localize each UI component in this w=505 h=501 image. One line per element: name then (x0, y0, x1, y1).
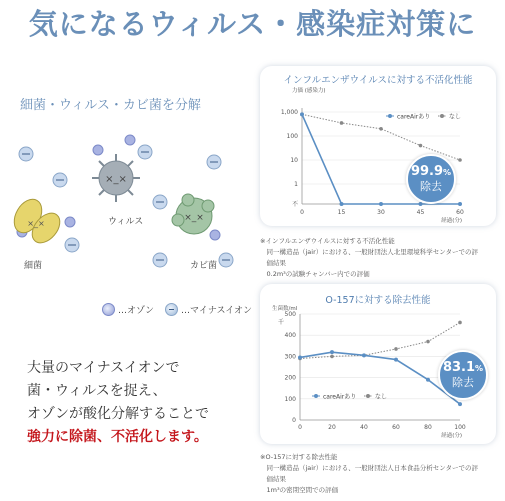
germ-illustration (0, 120, 260, 300)
chart2-x-tick: 80 (424, 424, 432, 431)
headline: 気になるウィルス・感染症対策に (28, 7, 477, 41)
chart2-point-care (330, 350, 334, 354)
minus-ion-legend (165, 303, 252, 316)
chart1-x-tick: 0 (300, 209, 304, 216)
legend-label: careAirあり (397, 113, 431, 121)
chart1-y-tick: 不 (291, 201, 298, 208)
influenza-chart (260, 66, 496, 226)
body-line-3: オゾンが酸化分解することで (27, 406, 209, 422)
influenza-chart-panel (260, 66, 496, 226)
o157-chart-panel (260, 284, 496, 444)
mold-label: カビ菌 (190, 261, 218, 271)
chart2-y-tick: 300 (284, 353, 296, 361)
chart1-badge (406, 154, 456, 204)
chart2-badge (438, 350, 488, 400)
chart2-point-care (394, 358, 398, 362)
minus-ion-legend-label: …マイナスイオン (181, 306, 253, 316)
chart1-x-tick: 30 (377, 209, 385, 216)
chart1-point-care (379, 202, 383, 206)
chart2-badge-value: 83.1 (442, 360, 476, 375)
chart1-y-tick: 100 (286, 133, 298, 140)
chart2-y-tick: 200 (284, 374, 296, 382)
body-line-4: 強力に除菌、不活化します。 (27, 429, 208, 445)
chart1-point-care (300, 112, 304, 116)
chart2-point-care (298, 355, 302, 359)
ozone-icon (102, 303, 115, 316)
chart1-y-tick: 1 (294, 181, 298, 188)
chart1-note-line: 同一構造品（jair）における、一般財団法人北里環境科学センターでの評 (260, 248, 479, 256)
legend-marker (314, 394, 318, 398)
chart2-point-care (458, 402, 462, 406)
subhead: 細菌・ウィルス・カビ菌を分解 (20, 98, 201, 113)
chart2-note-line: ※O-157に対する除去性能 (260, 453, 338, 461)
bacteria-label: 細菌 (24, 261, 43, 271)
body-line-1: 大量のマイナスイオンで (27, 360, 180, 376)
chart2-badge-label: 除去 (452, 376, 474, 389)
chart1-y-tick: 10 (290, 157, 298, 164)
chart2-note-line: 同一構造品（jair）における、一般財団法人日本食品分析センターでの評 (260, 464, 479, 472)
chart2-x-tick: 0 (298, 424, 302, 431)
chart2-notes (260, 452, 478, 496)
chart1-point-none (419, 144, 423, 148)
virus-icon (92, 154, 140, 202)
chart2-note-line: 価結果 (260, 475, 286, 483)
chart2-x-tick: 40 (360, 424, 368, 431)
chart2-point-none (458, 321, 462, 325)
chart1-ylabel: 力価 (感染力) (292, 88, 326, 94)
chart1-x-tick: 45 (416, 209, 425, 216)
virus-label: ウィルス (108, 217, 144, 227)
chart1-note-line: ※インフルエンザウイルスに対する不活化性能 (260, 237, 395, 245)
chart1-point-none (340, 121, 344, 125)
legend-marker (388, 114, 392, 118)
ozone-legend (102, 303, 154, 316)
chart2-ylabel: 生菌数/ml (272, 306, 298, 312)
legend-label: なし (449, 113, 462, 121)
chart2-point-none (330, 355, 334, 359)
body-copy (27, 357, 209, 449)
chart2-y-unit: 千 (278, 319, 285, 326)
chart2-title: O-157に対する除去性能 (325, 295, 431, 306)
legend-label: careAirあり (323, 393, 357, 401)
chart1-series-none-line (302, 114, 460, 160)
chart2-point-care (362, 353, 366, 357)
legend-label: なし (375, 393, 388, 401)
chart1-note-line: 価結果 (260, 259, 286, 267)
chart1-title: インフルエンザウイルスに対する不活化性能 (283, 75, 473, 86)
svg-text:×_×: ×_× (27, 219, 45, 228)
chart1-point-none (379, 127, 383, 131)
svg-text:×_×: ×_× (184, 213, 204, 223)
chart2-x-tick: 60 (392, 424, 400, 431)
chart2-badge-unit: % (475, 364, 484, 373)
chart2-y-tick: 400 (284, 332, 296, 340)
chart1-badge-value: 99.9 (410, 164, 444, 179)
svg-text:×_×: ×_× (105, 174, 127, 185)
body-line-2: 菌・ウィルスを捉え、 (27, 383, 167, 399)
chart2-point-none (394, 347, 398, 351)
mold-icon (172, 194, 214, 234)
chart2-y-tick: 0 (292, 417, 296, 424)
chart1-point-care (340, 202, 344, 206)
chart1-note-line: 0.2m³の試験チャンバー内での評価 (260, 270, 370, 278)
chart2-y-tick: 100 (284, 395, 296, 403)
chart2-note-line: 1m³の密閉空間での評価 (260, 486, 339, 494)
legend-marker (440, 114, 444, 118)
chart1-xlabel: 経過(分) (441, 218, 462, 224)
chart1-point-care (458, 202, 462, 206)
chart1-x-tick: 60 (456, 209, 464, 216)
chart2-y-tick: 500 (284, 311, 296, 318)
legend-marker (366, 394, 370, 398)
chart2-point-care (426, 378, 430, 382)
chart2-x-tick: 20 (328, 424, 336, 431)
chart1-y-tick: 1,000 (280, 109, 298, 116)
bacteria-icon (9, 194, 66, 248)
chart1-x-tick: 15 (337, 209, 346, 216)
chart1-point-none (458, 158, 462, 162)
chart1-notes (260, 236, 478, 280)
minus-ion-icon (165, 303, 178, 316)
chart1-badge-label: 除去 (420, 180, 442, 193)
chart1-badge-unit: % (443, 168, 452, 177)
chart2-point-none (426, 340, 430, 344)
chart2-x-tick: 100 (454, 424, 466, 431)
chart2-xlabel: 経過(分) (441, 433, 462, 439)
ozone-legend-label: …オゾン (118, 306, 155, 316)
